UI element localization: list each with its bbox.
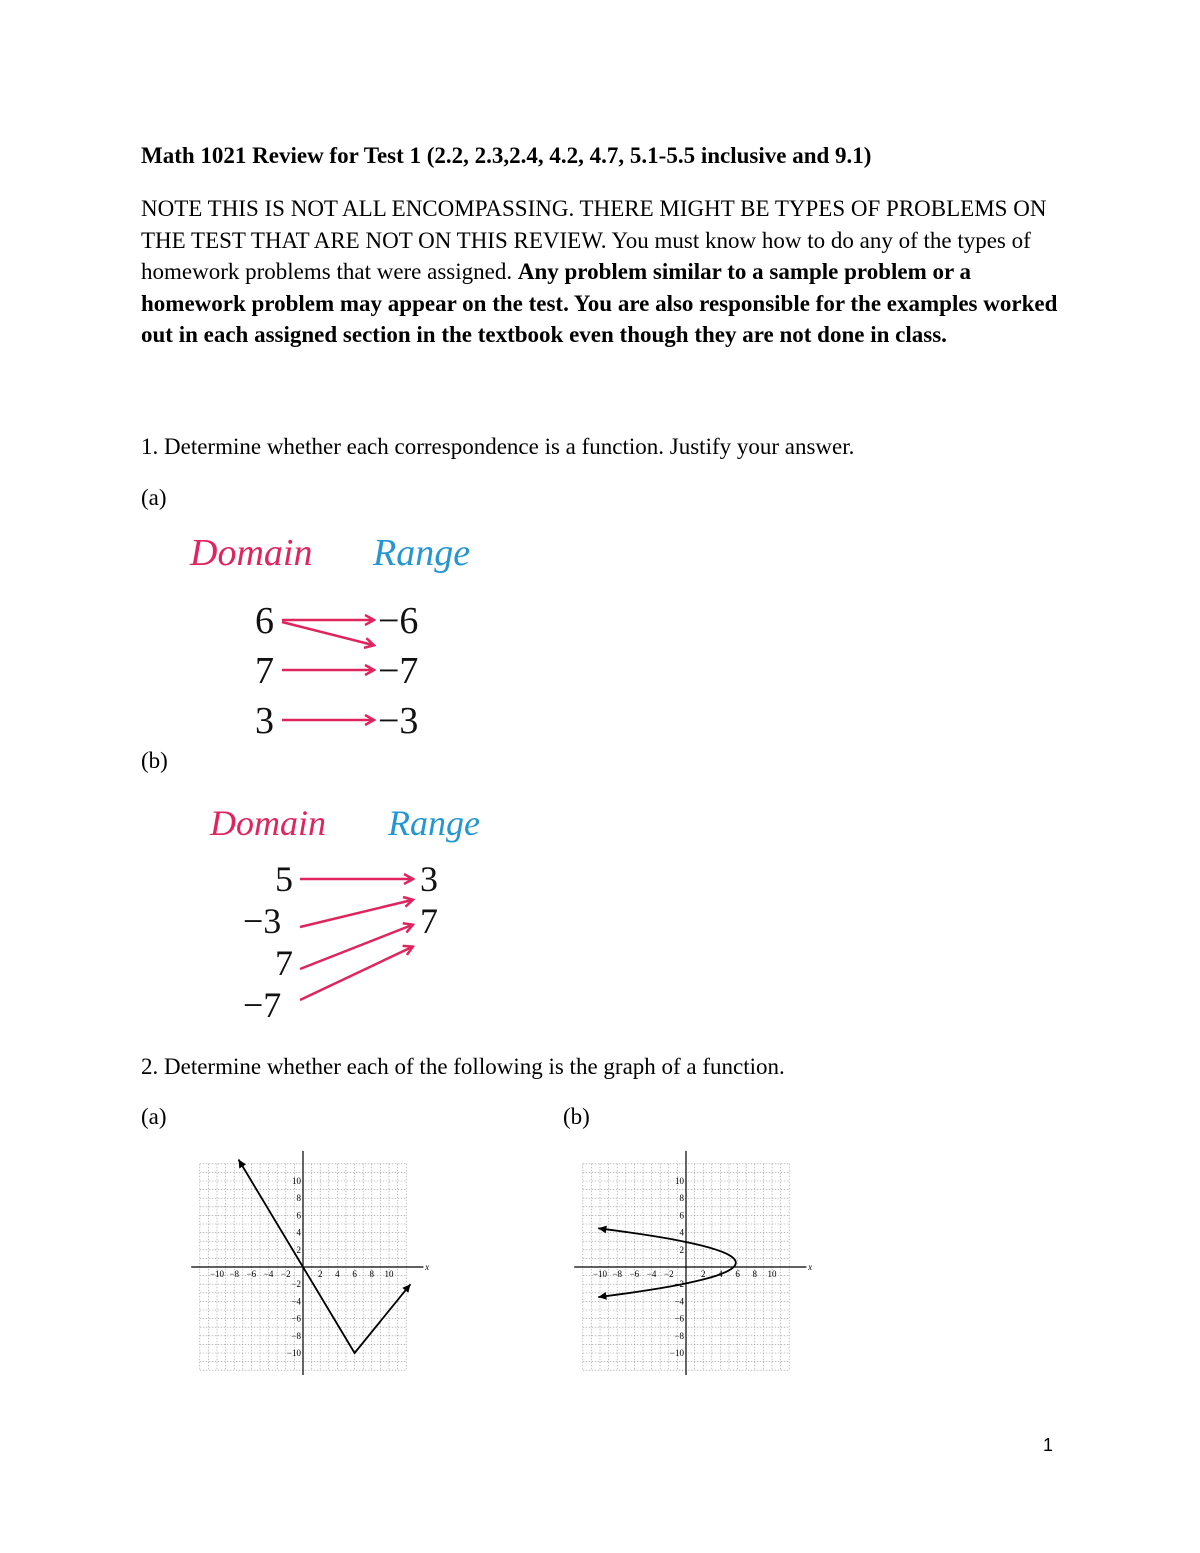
- y-tick-label: 2: [679, 1244, 684, 1255]
- y-tick-label: 2: [296, 1244, 301, 1255]
- x-tick-label: −4: [646, 1269, 657, 1279]
- q2-b-label: (b): [563, 1104, 590, 1129]
- domain-value: 6: [255, 600, 274, 642]
- x-tick-label: −6: [246, 1269, 257, 1279]
- y-tick-label: 4: [296, 1227, 301, 1238]
- x-tick-label: 10: [767, 1269, 777, 1279]
- page-title: Math 1021 Review for Test 1 (2.2, 2.3,2.4, 4.2, 4.7, 5.1-5.5 inclusive and 9.1): [141, 143, 872, 168]
- x-tick-label: 10: [384, 1269, 394, 1279]
- domain-label: Domain: [190, 532, 313, 574]
- y-tick-label: −6: [674, 1313, 684, 1324]
- domain-value: −3: [243, 901, 282, 941]
- domain-value: 5: [275, 859, 293, 899]
- range-label: Range: [373, 532, 471, 574]
- y-tick-label: −10: [669, 1348, 684, 1358]
- y-tick-label: −2: [674, 1279, 684, 1290]
- graph-a: [185, 1145, 435, 1375]
- y-tick-label: 6: [296, 1210, 301, 1221]
- x-tick-label: 8: [369, 1269, 375, 1279]
- y-tick-label: −4: [291, 1296, 301, 1307]
- mapping-arrow: [282, 622, 373, 645]
- y-tick-label: −6: [291, 1313, 301, 1324]
- x-tick-label: −6: [629, 1269, 640, 1279]
- y-tick-label: −8: [291, 1330, 301, 1341]
- x-tick-label: 2: [317, 1269, 323, 1279]
- x-tick-label: −10: [209, 1269, 225, 1279]
- q1-a-label: (a): [141, 485, 167, 510]
- mapping-diagram-b: [205, 795, 515, 1030]
- x-tick-label: −8: [612, 1269, 622, 1279]
- note-regular: NOTE THIS IS NOT ALL ENCOMPASSING. THERE MIGHT BE TYPES OF PROBLEMS ON THE TEST THAT ARE NOT ON THIS REVIEW. You must know how to do any of the types of homework problems that were assigned.: [141, 196, 1047, 284]
- graph-curve: [239, 1160, 411, 1354]
- y-tick-label: 10: [675, 1176, 684, 1186]
- y-tick-label: 10: [292, 1176, 301, 1186]
- y-tick-label: −4: [674, 1296, 684, 1307]
- domain-value: 3: [255, 700, 274, 742]
- x-axis-label: x: [425, 1262, 430, 1272]
- x-tick-label: 4: [718, 1269, 723, 1279]
- y-tick-label: 8: [296, 1193, 301, 1204]
- x-tick-label: 4: [335, 1269, 340, 1279]
- curve-arrowhead: [598, 1292, 607, 1300]
- x-tick-label: 2: [700, 1269, 706, 1279]
- range-value: −7: [378, 650, 419, 692]
- x-tick-label: −4: [263, 1269, 274, 1279]
- mapping-arrow: [300, 925, 412, 969]
- question-2: 2. Determine whether each of the following is the graph of a function.: [141, 1054, 785, 1079]
- page-number: 1: [1043, 1435, 1054, 1455]
- y-tick-label: 8: [679, 1193, 684, 1204]
- domain-label: Domain: [210, 803, 326, 843]
- review-note: [141, 193, 1071, 351]
- y-tick-label: 6: [679, 1210, 684, 1221]
- y-tick-label: −2: [291, 1279, 301, 1290]
- mapping-arrow: [300, 900, 412, 927]
- q1-b-label: (b): [141, 748, 168, 773]
- domain-value: −7: [243, 985, 282, 1025]
- note-bold: Any problem similar to a sample problem or a homework problem may appear on the test. You are also responsible for the examples worked out in each assigned section in the textbook even though they are not done in class.: [141, 259, 1058, 347]
- x-tick-label: −2: [664, 1269, 674, 1279]
- x-tick-label: 6: [352, 1269, 357, 1279]
- range-value: −6: [378, 600, 419, 642]
- x-tick-label: −2: [281, 1269, 291, 1279]
- curve-arrowhead: [598, 1226, 607, 1234]
- mapping-arrow: [300, 947, 412, 1000]
- x-axis-label: x: [808, 1262, 813, 1272]
- range-value: 3: [420, 859, 438, 899]
- range-label: Range: [388, 803, 480, 843]
- domain-value: 7: [255, 650, 274, 692]
- x-tick-label: 8: [752, 1269, 758, 1279]
- y-tick-label: 4: [679, 1227, 684, 1238]
- range-value: 7: [420, 901, 438, 941]
- mapping-diagram-a: [185, 525, 505, 750]
- y-tick-label: −10: [286, 1348, 301, 1358]
- y-tick-label: −8: [674, 1330, 684, 1341]
- range-value: −3: [378, 700, 419, 742]
- graph-b: [568, 1145, 818, 1375]
- x-tick-label: −10: [592, 1269, 608, 1279]
- x-tick-label: 6: [735, 1269, 740, 1279]
- domain-value: 7: [275, 943, 293, 983]
- q2-a-label: (a): [141, 1104, 167, 1129]
- graph-curve: [598, 1228, 736, 1297]
- question-1: 1. Determine whether each correspondence is a function. Justify your answer.: [141, 434, 855, 459]
- x-tick-label: −8: [229, 1269, 239, 1279]
